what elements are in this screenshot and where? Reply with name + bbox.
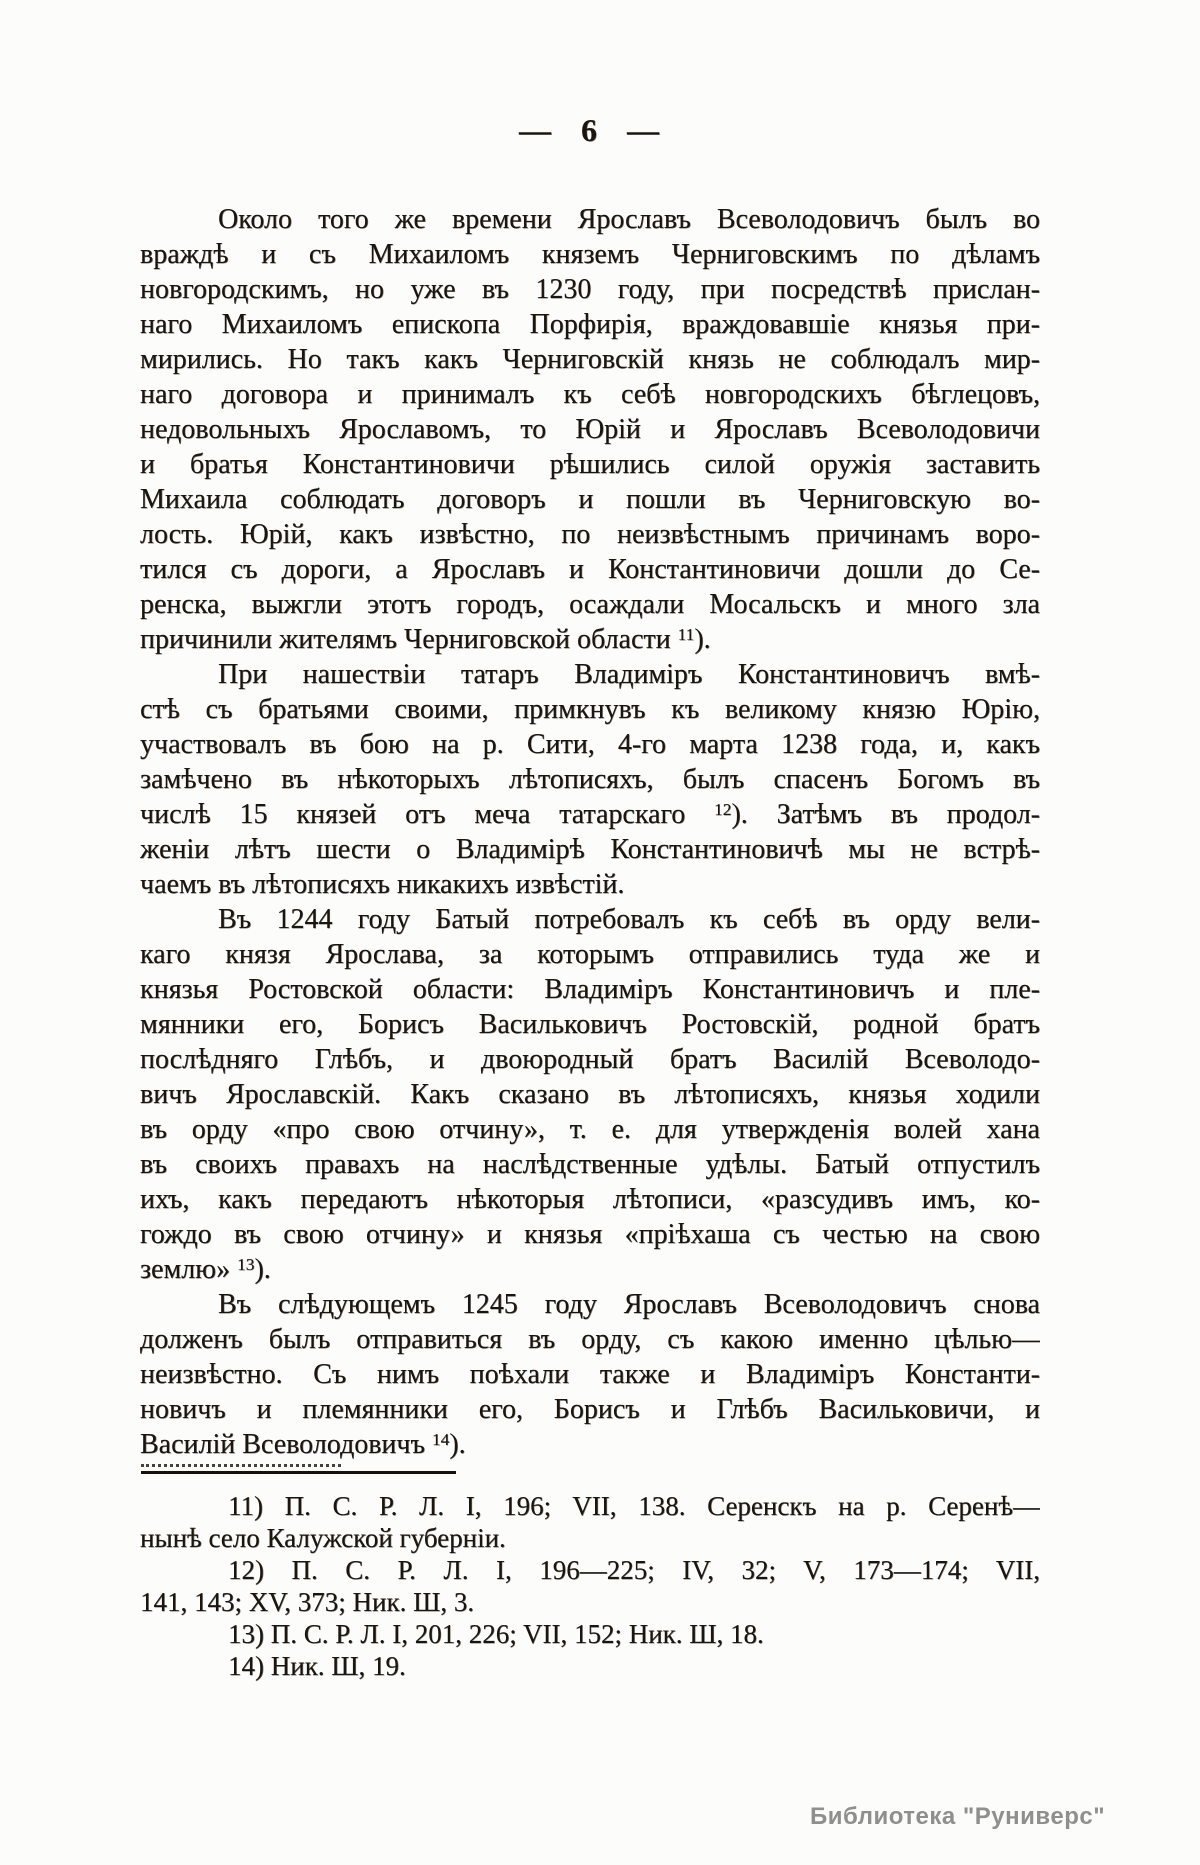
text-line: женіи лѣтъ шести о Владимірѣ Константиновичѣ мы не встрѣ-: [140, 834, 1040, 865]
text-line: Василій Всеволодовичъ $^{14}$).: [140, 1429, 466, 1460]
footnote-line: 141, 143; XV, 373; Ник. Ш, 3.: [140, 1587, 475, 1617]
text-line: каго князя Ярослава, за которымъ отправились туда же и: [140, 939, 1040, 970]
footnote-line: 11) П. С. Р. Л. I, 196; VII, 138. Серенскъ на р. Серенѣ—: [228, 1491, 1040, 1521]
page-number: — 6 —: [519, 112, 661, 148]
text-line: землю» $^{13}$).: [140, 1254, 271, 1285]
separator-dotted-line: [141, 1464, 341, 1467]
text-line: наго договора и принималъ къ себѣ новгородскихъ бѣглецовъ,: [140, 379, 1040, 410]
text-line: участвовалъ въ бою на р. Сити, 4-го марта 1238 года, и, какъ: [140, 729, 1040, 760]
footnote-reference: 11: [677, 625, 695, 645]
text-line: новичъ и племянники его, Борисъ и Глѣбъ Васильковичи, и: [140, 1394, 1040, 1425]
text-line: ихъ, какъ передаютъ нѣкоторыя лѣтописи, «разсудивъ имъ, ко-: [140, 1184, 1040, 1215]
body-text: [140, 202, 1040, 1462]
footnote-item: [140, 1490, 1040, 1554]
footnote-reference: 14: [431, 1430, 450, 1450]
text-line: замѣчено въ нѣкоторыхъ лѣтописяхъ, былъ спасенъ Богомъ въ: [140, 764, 1040, 795]
text-line: и братья Константиновичи рѣшились силой оружія заставить: [140, 449, 1040, 480]
text-line: тился съ дороги, а Ярославъ и Константиновичи дошли до Се-: [140, 554, 1040, 585]
text-line: стѣ съ братьями своими, примкнувъ къ великому князю Юрію,: [140, 694, 1040, 725]
footnote-line: 14) Ник. Ш, 19.: [228, 1651, 406, 1681]
text-line: князья Ростовской области: Владиміръ Константиновичъ и пле-: [140, 974, 1040, 1005]
text-line: числѣ 15 князей отъ меча татарскаго $^{12}$). Затѣмъ въ продол-: [140, 799, 1040, 830]
footnotes: [140, 1490, 1040, 1682]
text-line: гождо въ свою отчину» и князья «пріѣхаша съ честью на свою: [140, 1219, 1040, 1250]
text-line: вичъ Ярославскій. Какъ сказано въ лѣтописяхъ, князья ходили: [140, 1079, 1040, 1110]
footnote-item: [140, 1554, 1040, 1618]
footnote-separator: [141, 1464, 471, 1474]
library-watermark: Библиотека "Руниверс": [810, 1803, 1106, 1830]
text-line: недовольныхъ Ярославомъ, то Юрій и Ярославъ Всеволодовичи: [140, 414, 1040, 445]
footnote-line: нынѣ село Калужской губерніи.: [140, 1523, 506, 1553]
footnote-line: 12) П. С. Р. Л. I, 196—225; IV, 32; V, 173—174; VII,: [228, 1555, 1040, 1585]
footnote-line: 13) П. С. Р. Л. I, 201, 226; VII, 152; Ник. Ш, 18.: [228, 1619, 764, 1649]
text-line: Михаила соблюдать договоръ и пошли въ Черниговскую во-: [140, 484, 1040, 515]
footnote-item: [140, 1618, 1040, 1650]
paragraph: [140, 657, 1040, 902]
text-line: Около того же времени Ярославъ Всеволодовичъ былъ во: [218, 204, 1040, 235]
paragraph: [140, 202, 1040, 657]
text-line: въ своихъ правахъ на наслѣдственные удѣлы. Батый отпустилъ: [140, 1149, 1040, 1180]
text-line: При нашествіи татаръ Владиміръ Константиновичъ вмѣ-: [218, 659, 1040, 690]
text-line: мянники его, Борисъ Васильковичъ Ростовскій, родной братъ: [140, 1009, 1040, 1040]
text-line: неизвѣстно. Съ нимъ поѣхали также и Владиміръ Константи-: [140, 1359, 1040, 1390]
separator-solid-line: [141, 1471, 456, 1474]
text-line: ренска, выжгли этотъ городъ, осаждали Мосальскъ и много зла: [140, 589, 1040, 620]
text-line: наго Михаиломъ епископа Порфирія, враждовавшіе князья при-: [140, 309, 1040, 340]
paragraph: [140, 1287, 1040, 1462]
text-line: лость. Юрій, какъ извѣстно, по неизвѣстнымъ причинамъ воро-: [140, 519, 1040, 550]
text-line: причинили жителямъ Черниговской области $^{11}$).: [140, 624, 711, 655]
footnote-item: [140, 1650, 1040, 1682]
text-line: долженъ былъ отправиться въ орду, съ какою именно цѣлью—: [140, 1324, 1040, 1355]
text-line: въ орду «про свою отчину», т. е. для утвержденія волей хана: [140, 1114, 1040, 1145]
text-line: Въ 1244 году Батый потребовалъ къ себѣ въ орду вели-: [218, 904, 1040, 935]
text-line: новгородскимъ, но уже въ 1230 году, при посредствѣ прислан-: [140, 274, 1040, 305]
footnote-reference: 13: [237, 1255, 255, 1275]
footnote-reference: 12: [714, 800, 732, 820]
text-line: послѣдняго Глѣбъ, и двоюродный братъ Василій Всеволодо-: [140, 1044, 1040, 1075]
text-line: чаемъ въ лѣтописяхъ никакихъ извѣстій.: [140, 869, 625, 900]
text-line: мирились. Но такъ какъ Черниговскій князь не соблюдалъ мир-: [140, 344, 1040, 375]
text-line: Въ слѣдующемъ 1245 году Ярославъ Всеволодовичъ снова: [218, 1289, 1040, 1320]
paragraph: [140, 902, 1040, 1287]
text-line: враждѣ и съ Михаиломъ княземъ Черниговскимъ по дѣламъ: [140, 239, 1040, 270]
